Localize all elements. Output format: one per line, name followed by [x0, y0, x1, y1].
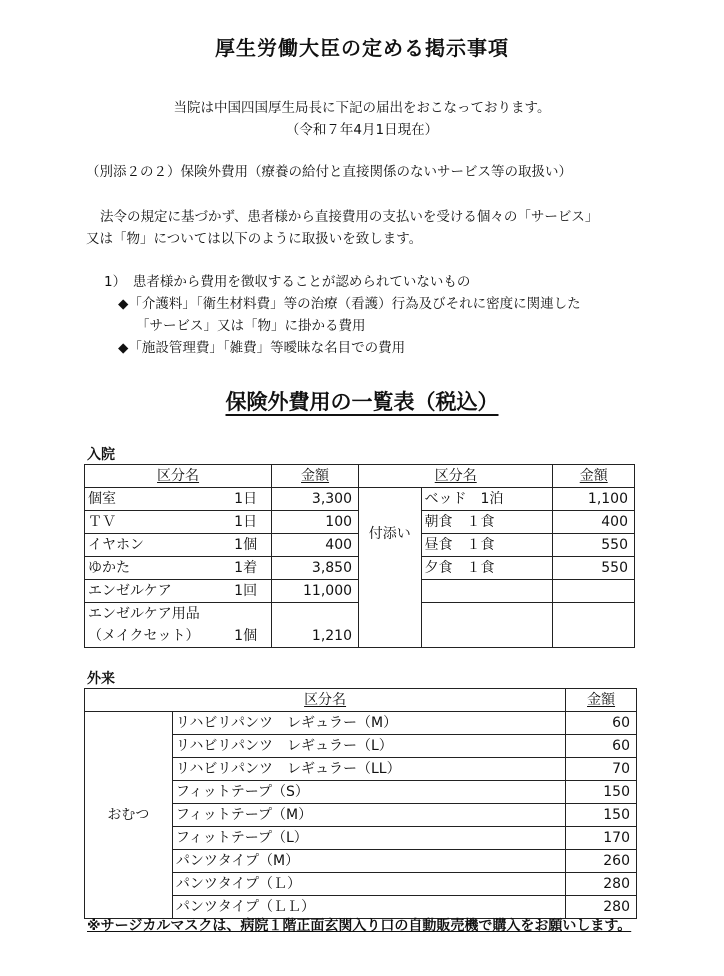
item-qty: 1個	[203, 534, 272, 557]
item-amount: 150	[566, 781, 637, 804]
inpatient-table	[84, 464, 635, 648]
prohibited-heading: 1） 患者様から費用を徴収することが認められていないもの	[104, 274, 471, 290]
header-amount: 金額	[272, 465, 359, 488]
item-name: イヤホン	[85, 534, 203, 557]
policy-line-1: 法令の規定に基づかず、患者様から直接費用の支払いを受ける個々の「サービス」	[100, 209, 599, 225]
item-name: パンツタイプ（ＬＬ）	[172, 896, 565, 919]
item-amount: 3,850	[272, 557, 359, 580]
intro-line-2: （令和７年4月1日現在）	[285, 122, 439, 138]
category-text: （別添２の２）保険外費用（療養の給付と直接関係のないサービス等の取扱い）	[86, 164, 572, 180]
group-label: おむつ	[85, 712, 173, 919]
item-qty: 1日	[203, 488, 272, 511]
item-amount: 3,300	[272, 488, 359, 511]
item-qty: 1回	[203, 580, 272, 603]
outpatient-table	[84, 688, 637, 919]
companion-item: ベッド 1泊	[421, 488, 553, 511]
item-amount: 260	[566, 850, 637, 873]
companion-amount: 400	[553, 511, 635, 534]
list-title: 保険外費用の一覧表（税込）	[225, 390, 499, 414]
companion-label: 付添い	[359, 488, 422, 580]
header-amount: 金額	[566, 689, 637, 712]
outpatient-section-label: 外来	[87, 671, 115, 687]
item-name: フィットテープ（L）	[172, 827, 565, 850]
inpatient-section-label: 入院	[87, 447, 115, 463]
prohibited-item-1-cont: 「サービス」又は「物」に掛かる費用	[136, 318, 366, 334]
companion-item: 朝食 １食	[421, 511, 553, 534]
item-amount: 170	[566, 827, 637, 850]
table-header-row	[85, 689, 637, 712]
item-amount: 100	[272, 511, 359, 534]
companion-amount: 550	[553, 534, 635, 557]
page-title: 厚生労働大臣の定める掲示事項	[215, 36, 509, 60]
empty-cell	[553, 580, 635, 603]
item-name-line-1: エンゼルケア用品	[88, 606, 200, 622]
item-qty: 1日	[203, 511, 272, 534]
item-name: フィットテープ（S）	[172, 781, 565, 804]
empty-cell	[421, 603, 553, 648]
policy-line-2: 又は「物」については以下のように取扱いを致します。	[86, 231, 423, 247]
item-amount: 400	[272, 534, 359, 557]
table-row	[85, 712, 637, 735]
empty-cell	[553, 603, 635, 648]
header-name: 区分名	[85, 465, 272, 488]
item-amount: 60	[566, 735, 637, 758]
companion-item: 夕食 １食	[421, 557, 553, 580]
prohibited-item-1: ◆「介護料」「衛生材料費」等の治療（看護）行為及びそれに密度に関連した	[118, 296, 581, 312]
item-name: エンゼルケア	[85, 580, 203, 603]
item-name: 個室	[85, 488, 203, 511]
item-amount: 70	[566, 758, 637, 781]
item-name: ＴＶ	[85, 511, 203, 534]
item-name: パンツタイプ（Ｌ）	[172, 873, 565, 896]
item-name: パンツタイプ（M）	[172, 850, 565, 873]
header-name-companion: 区分名	[359, 465, 553, 488]
header-name: 区分名	[85, 689, 566, 712]
companion-item: 昼食 １食	[421, 534, 553, 557]
item-name	[85, 603, 203, 648]
item-name: リハビリパンツ レギュラー（LL）	[172, 758, 565, 781]
item-amount: 280	[566, 873, 637, 896]
empty-cell	[421, 580, 553, 603]
footer-note: ※サージカルマスクは、病院１階正面玄関入り口の自動販売機で購入をお願いします。	[87, 918, 632, 934]
table-row	[85, 580, 635, 603]
item-name: フィットテープ（M）	[172, 804, 565, 827]
table-row	[85, 488, 635, 511]
item-qty: 1着	[203, 557, 272, 580]
intro-line-1: 当院は中国四国厚生局長に下記の届出をおこなっております。	[173, 100, 551, 116]
item-amount: 60	[566, 712, 637, 735]
item-amount: 280	[566, 896, 637, 919]
item-name: ゆかた	[85, 557, 203, 580]
item-qty: 1個	[203, 603, 272, 648]
header-amount-companion: 金額	[553, 465, 635, 488]
prohibited-item-2: ◆「施設管理費」「雑費」等曖昧な名目での費用	[118, 340, 406, 356]
table-header-row	[85, 465, 635, 488]
item-amount: 11,000	[272, 580, 359, 603]
item-amount: 1,210	[272, 603, 359, 648]
item-name: リハビリパンツ レギュラー（L）	[172, 735, 565, 758]
item-name: リハビリパンツ レギュラー（M）	[172, 712, 565, 735]
companion-amount: 550	[553, 557, 635, 580]
companion-amount: 1,100	[553, 488, 635, 511]
item-amount: 150	[566, 804, 637, 827]
empty-cell	[359, 580, 422, 648]
item-name-line-2: （メイクセット）	[88, 628, 200, 644]
